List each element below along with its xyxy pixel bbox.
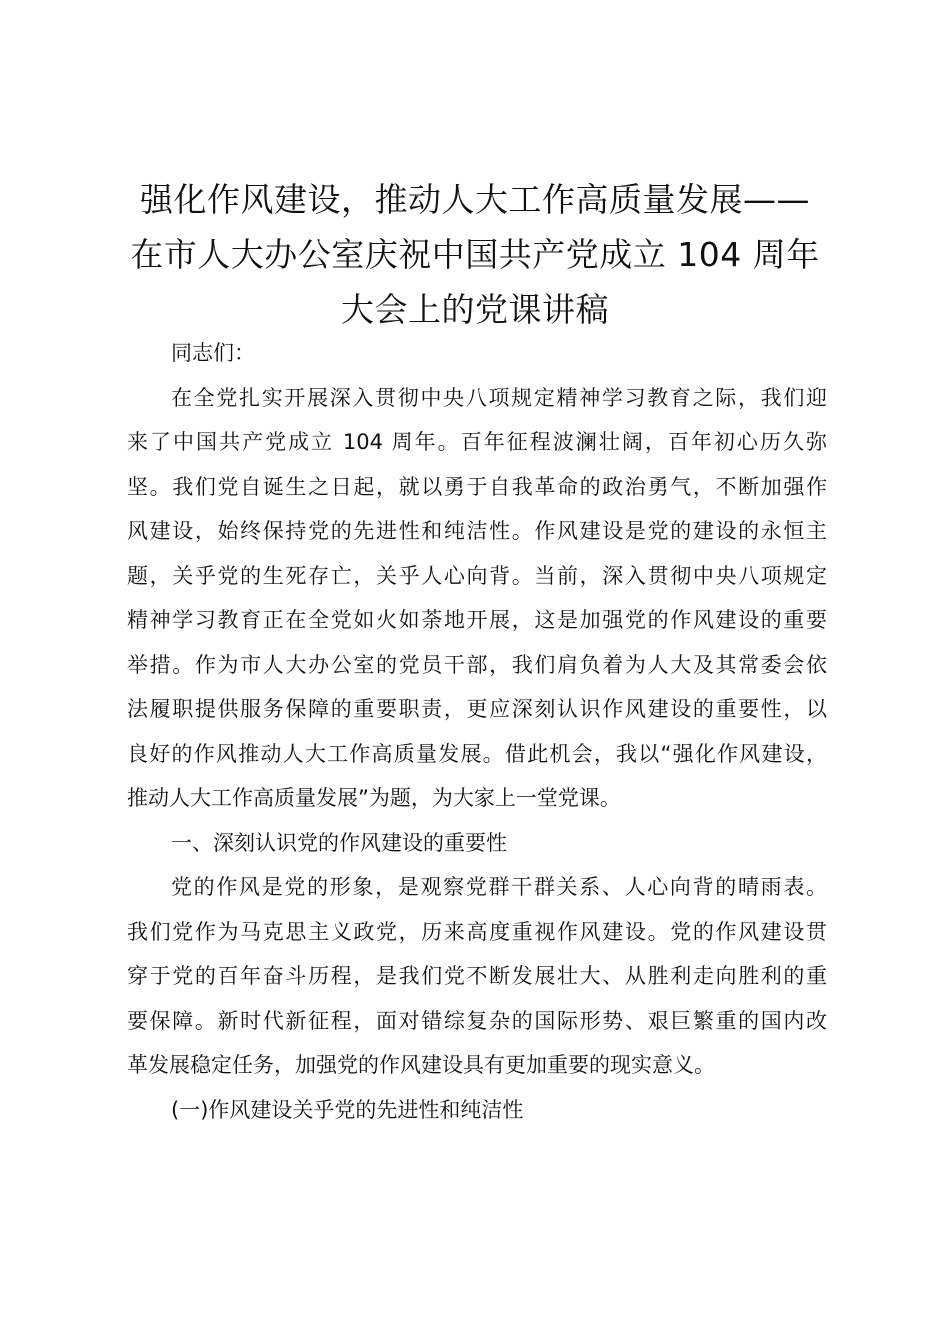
paragraph-line: 在全党扎实开展深入贯彻中央八项规定精神学习教育之际，我们迎 [171,385,827,410]
paragraph-line: 风建设，始终保持党的先进性和纯洁性。作风建设是党的建设的永恒主 [127,519,827,543]
title-line: 大会上的党课讲稿 [341,290,609,329]
paragraph-line: 党的作风是党的形象，是观察党群干群关系、人心向背的晴雨表。 [171,875,827,899]
paragraph-line: 题，关乎党的生死存亡，关乎人心向背。当前，深入贯彻中央八项规定 [127,563,827,588]
paragraph-line: 法履职提供服务保障的重要职责，更应深刻认识作风建设的重要性，以 [127,697,827,721]
title-line: 强化作风建设，推动人大工作高质量发展—— [140,180,810,219]
section-heading: 一、深刻认识党的作风建设的重要性 [171,830,507,855]
paragraph-line: 来了中国共产党成立 104 周年。百年征程波澜壮阔，百年初心历久弥 [127,430,827,454]
document-body [127,331,827,1132]
subsection-heading: (一)作风建设关乎党的先进性和纯洁性 [171,1097,524,1122]
salutation: 同志们： [171,341,255,365]
document-title [100,172,850,337]
paragraph-line: 坚。我们党自诞生之日起，就以勇于自我革命的政治勇气，不断加强作 [127,474,827,499]
paragraph-line: 良好的作风推动人大工作高质量发展。借此机会，我以“强化作风建设， [127,741,827,766]
paragraph-line: 我们党作为马克思主义政党，历来高度重视作风建设。党的作风建设贯 [127,919,827,944]
paragraph-line: 举措。作为市人大办公室的党员干部，我们肩负着为人大及其常委会依 [127,652,827,677]
paragraph-line: 精神学习教育正在全党如火如荼地开展，这是加强党的作风建设的重要 [127,608,827,632]
paragraph-line: 推动人大工作高质量发展”为题，为大家上一堂党课。 [127,786,621,810]
paragraph-line: 要保障。新时代新征程，面对错综复杂的国际形势、艰巨繁重的国内改 [127,1008,827,1033]
paragraph-line: 穿于党的百年奋斗历程，是我们党不断发展壮大、从胜利走向胜利的重 [127,964,827,988]
title-line: 在市人大办公室庆祝中国共产党成立 104 周年 [130,235,820,274]
paragraph-line: 革发展稳定任务，加强党的作风建设具有更加重要的现实意义。 [127,1053,715,1077]
